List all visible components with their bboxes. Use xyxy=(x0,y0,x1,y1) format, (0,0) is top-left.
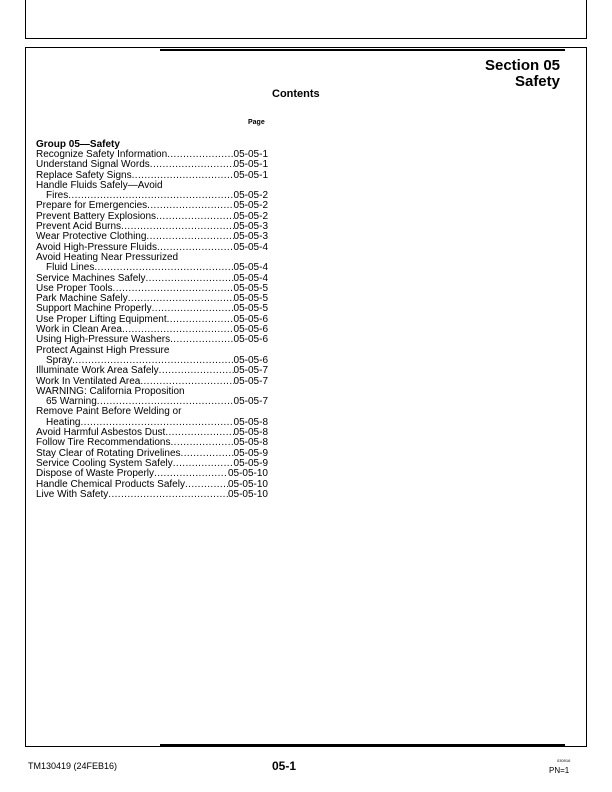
toc-entry-title-line[interactable]: Avoid Heating Near Pressurized xyxy=(36,251,179,263)
toc-entry-title: Replace Safety Signs xyxy=(36,169,132,181)
toc-entry-title: Prevent Battery Explosions xyxy=(36,210,157,222)
toc-entry-title-line[interactable]: WARNING: California Proposition xyxy=(36,385,185,397)
toc-entry-page: 05-05-2 xyxy=(233,200,268,212)
toc-entry-page: 05-05-3 xyxy=(233,231,268,243)
toc-entry-page: 05-05-7 xyxy=(233,396,268,408)
toc-entry-page: 05-05-10 xyxy=(227,488,268,500)
toc-entry-page: 05-05-7 xyxy=(233,365,268,377)
toc-entry-page: 05-05-5 xyxy=(233,282,268,294)
toc-entry-title: Handle Chemical Products Safely xyxy=(36,478,185,490)
toc-entry-title: Prepare for Emergencies xyxy=(36,200,148,212)
page-number: 05-1 xyxy=(272,759,297,773)
toc-entry-page: 05-05-8 xyxy=(233,427,268,439)
toc-entry-title: Fluid Lines xyxy=(46,262,95,274)
section-title: Safety xyxy=(514,73,560,90)
toc-entry-page: 05-05-4 xyxy=(233,262,268,274)
toc-entry-page: 05-05-10 xyxy=(227,478,268,490)
dot-leader xyxy=(146,274,234,284)
page-column-label: Page xyxy=(248,119,265,126)
toc-entry-title: Support Machine Properly xyxy=(36,303,152,315)
section-header xyxy=(485,58,560,90)
dot-leader xyxy=(159,366,234,376)
toc-entry-page: 05-05-4 xyxy=(233,241,268,253)
toc-entry-page: 05-05-1 xyxy=(233,149,268,160)
toc-entry-title: Dispose of Waste Properly xyxy=(36,468,155,480)
toc-entry[interactable] xyxy=(36,469,268,479)
toc-entry-page: 05-05-6 xyxy=(233,334,268,346)
toc-entry-page: 05-05-6 xyxy=(233,313,268,325)
pn-label: PN=1 xyxy=(549,766,570,775)
toc-entry-page: 05-05-4 xyxy=(233,272,268,284)
footer-rule xyxy=(160,744,565,746)
toc-entry-page: 05-05-1 xyxy=(233,159,268,171)
toc-entry-page: 05-05-9 xyxy=(233,447,268,459)
dot-leader xyxy=(146,232,233,242)
toc-entry-page: 05-05-2 xyxy=(233,190,268,202)
toc-entry-title: Illuminate Work Area Safely xyxy=(36,365,159,377)
toc-entry-title: Recognize Safety Information xyxy=(36,149,168,160)
toc-entry[interactable] xyxy=(36,366,268,376)
toc-entry-title: Live With Safety xyxy=(36,488,109,500)
toc-entry-page: 05-05-7 xyxy=(233,375,268,387)
toc-entry-title: Work in Clean Area xyxy=(36,324,122,336)
toc-entry-page: 05-05-6 xyxy=(233,324,268,336)
toc-entry-title: Spray xyxy=(46,354,73,366)
toc-entry-title: Heating xyxy=(46,416,81,428)
table-of-contents xyxy=(36,139,268,500)
dot-leader xyxy=(108,490,228,500)
toc-entry-title: Fires xyxy=(46,190,69,202)
group-heading: Group 05—Safety xyxy=(36,139,120,150)
toc-entry-page: 05-05-9 xyxy=(233,457,268,469)
toc-entry-title: Prevent Acid Burns xyxy=(36,221,122,233)
toc-entry-title: Service Cooling System Safely xyxy=(36,457,173,469)
dot-leader xyxy=(185,480,228,490)
dot-leader xyxy=(154,469,228,479)
toc-entry-title: Work In Ventilated Area xyxy=(36,375,141,387)
dot-leader xyxy=(165,428,233,438)
toc-entry-title: Park Machine Safely xyxy=(36,293,128,305)
toc-entry-title: Use Proper Lifting Equipment xyxy=(36,313,167,325)
toc-entry-page: 05-05-5 xyxy=(233,293,268,305)
section-number: Section 05 xyxy=(484,57,560,74)
dot-leader xyxy=(167,315,234,325)
toc-entry-title: Service Machines Safely xyxy=(36,272,146,284)
toc-entry-title: Use Proper Tools xyxy=(36,282,113,294)
contents-title: Contents xyxy=(272,88,320,100)
toc-entry-page: 05-05-1 xyxy=(233,169,268,181)
toc-entry[interactable] xyxy=(36,490,268,500)
dot-leader xyxy=(173,459,234,469)
toc-entry-page: 05-05-5 xyxy=(233,303,268,315)
toc-entry-title-line[interactable]: Remove Paint Before Welding or xyxy=(36,406,182,418)
dot-leader xyxy=(150,160,234,170)
toc-entry-title: Follow Tire Recommendations xyxy=(36,437,171,449)
toc-entry-page: 05-05-8 xyxy=(233,416,268,428)
toc-entry-title: Understand Signal Words xyxy=(36,159,150,171)
toc-entry-page: 05-05-3 xyxy=(233,221,268,233)
toc-entry-page: 05-05-8 xyxy=(233,437,268,449)
toc-entry-title-line[interactable]: Protect Against High Pressure xyxy=(36,344,170,356)
toc-entry-page: 05-05-6 xyxy=(233,354,268,366)
dot-leader xyxy=(147,201,233,211)
toc-list xyxy=(36,150,268,500)
toc-entry-title: Avoid High-Pressure Fluids xyxy=(36,241,157,253)
toc-entry-title: Stay Clear of Rotating Drivelines xyxy=(36,447,181,459)
dot-leader xyxy=(113,284,234,294)
footer-code: 030916 xyxy=(557,758,571,763)
dot-leader xyxy=(181,449,234,459)
dot-leader xyxy=(167,150,233,160)
top-frame xyxy=(25,0,587,39)
toc-entry-title: 65 Warning xyxy=(46,396,97,408)
toc-entry-title-line[interactable]: Handle Fluids Safely—Avoid xyxy=(36,179,163,191)
toc-entry-page: 05-05-2 xyxy=(233,210,268,222)
dot-leader xyxy=(170,335,233,345)
document-id: TM130419 (24FEB16) xyxy=(28,761,118,771)
toc-entry-title: Avoid Harmful Asbestos Dust xyxy=(36,427,166,439)
dot-leader xyxy=(156,212,233,222)
toc-entry-page: 05-05-10 xyxy=(227,468,268,480)
toc-entry-title: Wear Protective Clothing xyxy=(36,231,147,243)
toc-entry-title: Using High-Pressure Washers xyxy=(36,334,171,346)
header-rule xyxy=(160,49,565,51)
